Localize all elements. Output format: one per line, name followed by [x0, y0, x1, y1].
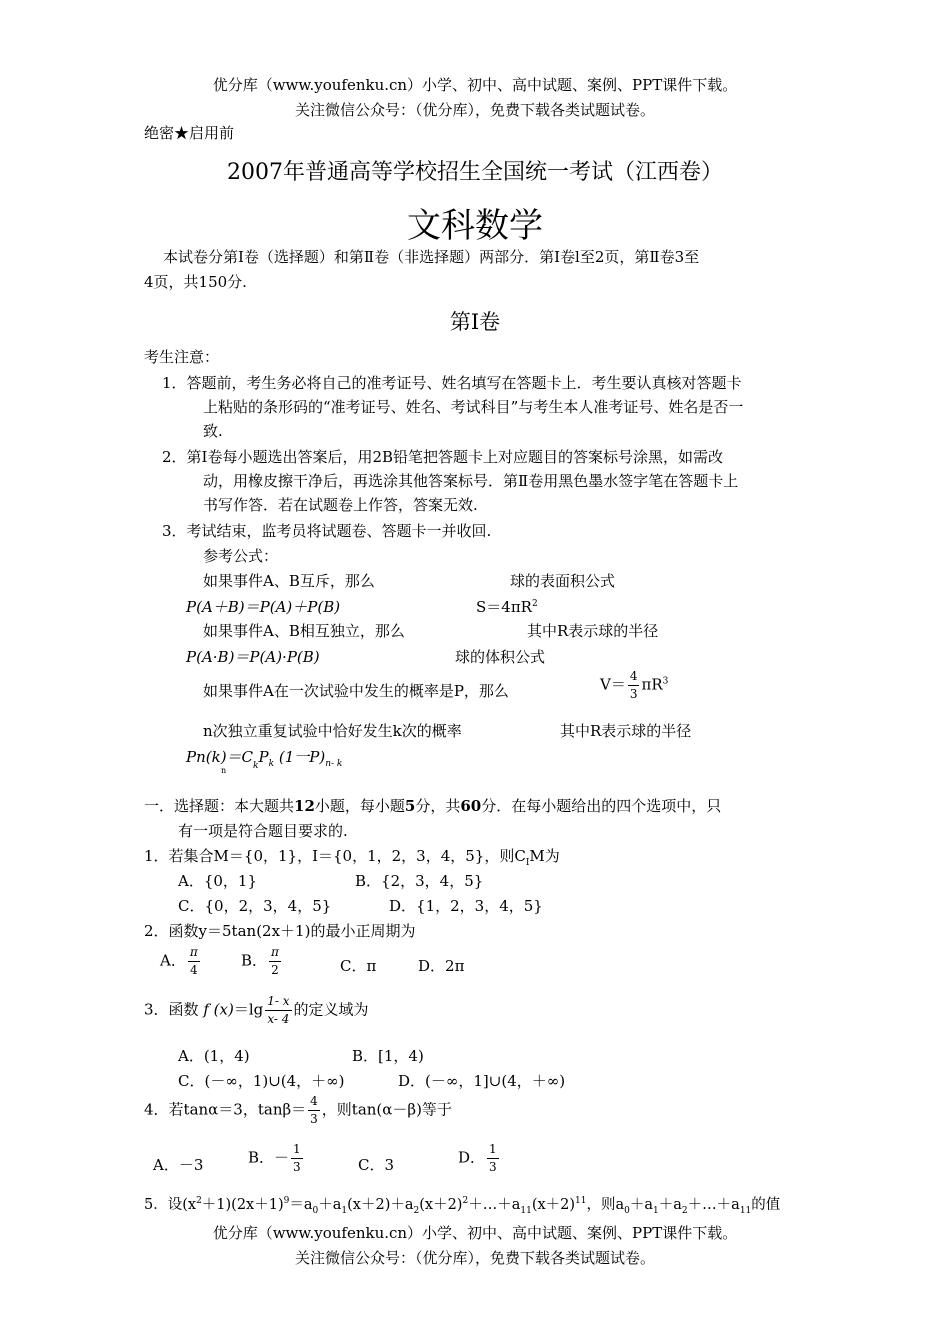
exam-title: 2007年普通高等学校招生全国统一考试（江西卷） — [227, 160, 723, 185]
formula-radius-note-1: 其中R表示球的半径 — [527, 622, 659, 640]
intro-line-1: 本试卷分第Ⅰ卷（选择题）和第Ⅱ卷（非选择题）两部分．第Ⅰ卷l至2页，第Ⅱ卷3至 — [163, 248, 700, 266]
footer-line-2: 关注微信公众号：（优分库），免费下载各类试题试卷。 — [294, 1249, 655, 1267]
q4-option-b: B．－ $\frac{1}{3}$ — [248, 1142, 301, 1174]
subject-title: 文科数学 — [407, 206, 543, 246]
notice-item-2-line-3: 书写作答．若在试题卷上作答，答案无效. — [203, 496, 478, 514]
formula-sphere-area: $S=4\pi R^2$ — [476, 598, 538, 616]
q3-option-b: B．[1，4) — [352, 1047, 424, 1065]
q3-stem: 3．函数 f (x)＝lg $\frac{1- x}{x- 4}$ 的定义域为 — [144, 994, 369, 1026]
formula-independent: P(A·B)＝P(A)·P(B) — [186, 648, 320, 666]
q1-stem: 1．若集合M＝{0，1}，I＝{0，1，2，3，4，5}，则$C_IM$为 — [144, 847, 560, 868]
secret-label: 绝密★启用前 — [144, 124, 235, 142]
q4-option-a: A．－3 — [153, 1156, 204, 1174]
formula-mutex: P(A＋B)＝P(A)＋P(B) — [186, 598, 341, 616]
formula-heading: 参考公式： — [203, 547, 279, 565]
section1-line-1: 一．选择题：本大题共12小题，每小题5分，共60分．在每小题给出的四个选项中，只 — [144, 797, 722, 815]
q1-option-a: A．{0，1} — [178, 872, 258, 890]
formula-sphere-volume: V＝ $\frac{4}{3}$ $\pi R^3$ — [600, 669, 669, 701]
formula-mutex-text: 如果事件A、B互斥，那么 — [203, 572, 375, 590]
formula-radius-note-2: 其中R表示球的半径 — [560, 722, 692, 740]
q2-option-c: C．π — [340, 957, 377, 975]
q3-option-d: D．(－∞，1]∪(4，＋∞) — [398, 1072, 566, 1090]
notice-item-1-line-3: 致. — [203, 422, 223, 440]
header-line-1: 优分库（www.youfenku.cn）小学、初中、高中试题、案例、PPT课件下载。 — [212, 76, 738, 94]
q3-option-a: A．(1，4) — [178, 1047, 250, 1065]
formula-bernoulli: $Pn(k)=C_kP_k$ (1一$P)_{n- k}$ — [186, 748, 343, 771]
q2-option-b: B． $\frac{\pi}{2}$ — [241, 945, 279, 977]
q4-option-d: D． $\frac{1}{3}$ — [458, 1142, 497, 1174]
formula-bernoulli-sub-n: n — [221, 766, 227, 775]
notice-item-2-line-2: 动，用橡皮擦干净后，再选涂其他答案标号．第Ⅱ卷用黑色墨水签字笔在答题卡上 — [203, 472, 739, 490]
notice-item-1-line-1: 1．答题前，考生务必将自己的准考证号、姓名填写在答题卡上．考生要认真核对答题卡 — [162, 374, 742, 392]
q4-stem: 4．若tanα＝3，tanβ＝ $\frac{4}{3}$ ，则tan(α－β)等于 — [144, 1094, 452, 1126]
formula-sphere-area-label: 球的表面积公式 — [510, 572, 616, 590]
formula-independent-text: 如果事件A、B相互独立，那么 — [203, 622, 405, 640]
section1-line-2: 有一项是符合题目要求的. — [178, 822, 348, 840]
notice-item-3: 3．考试结束，监考员将试题卷、答题卡一并收回. — [162, 522, 492, 540]
q5-stem: 5．设$(x^2+1)(2x+1)^9=a_0+a_1(x+2)+a_2(x+2)^2+\dots+a_{11}(x+2)^{11}$，则$a_0+a_1+a_2+\dots+a_{11}$的值 — [144, 1196, 781, 1216]
q2-option-d: D．2π — [418, 957, 465, 975]
formula-prob-text: 如果事件A在一次试验中发生的概率是P，那么 — [203, 682, 509, 700]
q2-stem: 2．函数y＝5tan(2x＋1)的最小正周期为 — [144, 922, 416, 940]
footer-line-1: 优分库（www.youfenku.cn）小学、初中、高中试题、案例、PPT课件下载。 — [212, 1224, 738, 1242]
q2-option-a: A． $\frac{\pi}{4}$ — [160, 945, 198, 977]
q3-option-c: C．(－∞，1)∪(4，＋∞) — [178, 1072, 345, 1090]
notice-item-2-line-1: 2．第Ⅰ卷每小题选出答案后，用2B铅笔把答题卡上对应题目的答案标号涂黑，如需改 — [162, 448, 724, 466]
formula-sphere-volume-label: 球的体积公式 — [455, 648, 546, 666]
intro-line-2: 4页，共150分. — [144, 273, 247, 291]
notice-heading: 考生注意： — [144, 348, 220, 366]
q1-option-c: C．{0，2，3，4，5} — [178, 897, 332, 915]
q1-option-b: B．{2，3，4，5} — [355, 872, 484, 890]
part1-title: 第Ⅰ卷 — [449, 310, 501, 334]
notice-item-1-line-2: 上粘贴的条形码的“准考证号、姓名、考试科目”与考生本人准考证号、姓名是否一 — [203, 398, 744, 416]
formula-bernoulli-text: n次独立重复试验中恰好发生k次的概率 — [203, 722, 462, 740]
q1-option-d: D．{1，2，3，4，5} — [389, 897, 543, 915]
header-line-2: 关注微信公众号：（优分库），免费下载各类试题试卷。 — [294, 101, 655, 119]
q4-option-c: C．3 — [358, 1156, 395, 1174]
